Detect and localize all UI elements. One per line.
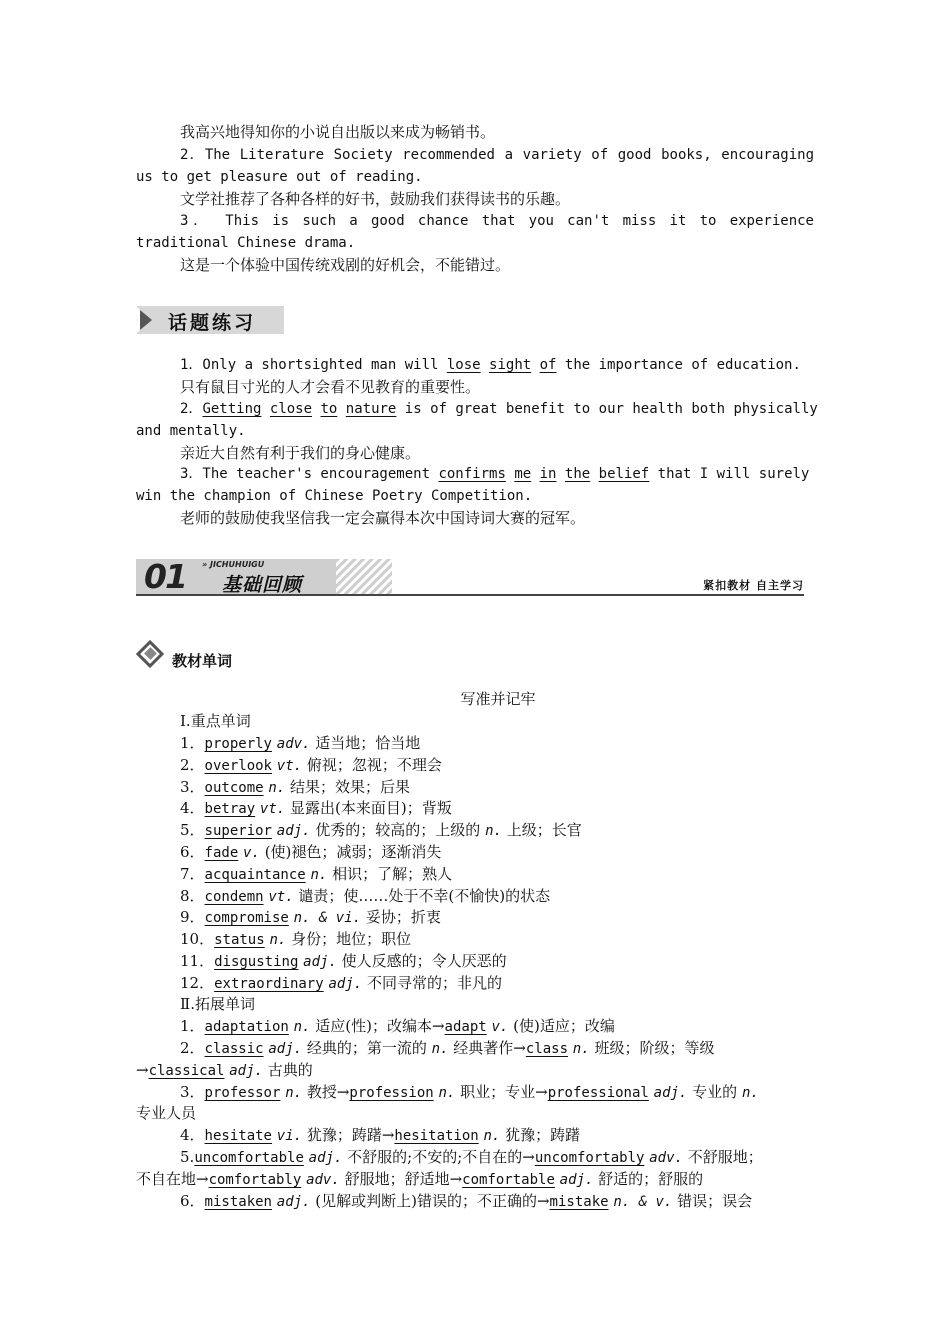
meaning: 结果；效果；后果	[289, 778, 410, 796]
blank-answer: close	[269, 401, 313, 417]
item-number: 1．	[180, 734, 205, 752]
section-header	[136, 557, 804, 595]
part-heading: Ⅱ.拓展单词	[180, 995, 255, 1013]
example-sentence-cont: win the champion of Chinese Poetry Competition.	[136, 488, 533, 504]
item-number: 3．	[180, 778, 205, 796]
part-of-speech: n.	[485, 823, 502, 839]
meaning: 显露出(本来面目)；背叛	[289, 799, 452, 817]
key-word-line	[180, 928, 814, 951]
section-rule	[136, 594, 804, 596]
blank-answer: the	[564, 466, 591, 482]
section-title: 基础回顾	[222, 574, 303, 596]
meaning: 优秀的；较高的；上级的	[315, 821, 481, 839]
part-of-speech: n.	[310, 867, 328, 883]
key-word-line	[180, 885, 814, 908]
ext-word-line: 6．mistaken adj. (见解或判断上)错误的；不正确的→mistake n. & v. 错误；误会	[180, 1192, 753, 1210]
example-sentence: 2．The Literature Society recommended a variety of good books, encouraging	[180, 147, 814, 163]
translation-line: 只有鼠目寸光的人才会看不见教育的重要性。	[180, 378, 481, 396]
section-tagline: 紧扣教材 自主学习	[703, 579, 804, 592]
ext-word-line-cont: 专业人员	[136, 1104, 197, 1122]
ext-word-line: 3．professor n. 教授→profession n. 职业；专业→professional adj. 专业的 n.	[180, 1083, 759, 1101]
item-number: 11．	[180, 952, 215, 970]
part-of-speech: adj.	[303, 954, 337, 970]
meaning: 俯视；忽视；不理会	[306, 756, 442, 774]
key-word-line	[180, 863, 814, 886]
blank-answer: me	[514, 466, 532, 482]
part-of-speech: vt.	[259, 801, 286, 817]
translation-line: 老师的鼓励使我坚信我一定会赢得本次中国诗词大赛的冠军。	[180, 509, 586, 527]
example-sentence-cont: traditional Chinese drama.	[136, 235, 356, 251]
section-stripes	[336, 559, 392, 594]
blank-answer: nature	[345, 401, 397, 417]
section-number: 01	[144, 557, 186, 596]
key-word-line	[180, 972, 814, 995]
key-word: compromise	[204, 910, 289, 926]
example-sentence: 2．Getting close to nature is of great benefit to our health both physically	[180, 401, 818, 417]
ext-word-line-cont: 不自在地→comfortably adv. 舒服地；舒适地→comfortable adj. 舒适的；舒服的	[136, 1170, 704, 1188]
key-word-line	[180, 841, 814, 864]
part-of-speech: vt.	[276, 758, 303, 774]
key-word: acquaintance	[204, 867, 306, 883]
part-of-speech: adj.	[276, 823, 311, 839]
item-number: 6．	[180, 843, 205, 861]
item-number: 7．	[180, 865, 205, 883]
meaning: 上级；长官	[506, 821, 582, 839]
key-word-line	[180, 754, 814, 777]
ext-word-line: 1．adaptation n. 适应(性)；改编本→adapt v. (使)适应；改编	[180, 1017, 615, 1035]
part-of-speech: vt.	[268, 889, 294, 905]
section-pinyin: » JICHUHUIGU	[202, 560, 265, 569]
example-sentence-cont: and mentally.	[136, 423, 246, 439]
key-word: properly	[204, 736, 272, 752]
key-word: fade	[204, 845, 239, 861]
part-of-speech: adv.	[276, 736, 311, 752]
meaning: 身份；地位；职位	[291, 930, 412, 948]
blank-answer: belief	[598, 466, 650, 482]
translation-line: 亲近大自然有利于我们的身心健康。	[180, 444, 421, 462]
blank-answer: in	[539, 466, 557, 482]
blank-answer: of	[539, 357, 557, 373]
item-number: 5．	[180, 821, 205, 839]
part-heading: Ⅰ.重点单词	[180, 712, 251, 730]
translation-line: 文学社推荐了各种各样的好书，鼓励我们获得读书的乐趣。	[180, 190, 571, 208]
topic-practice-banner	[136, 306, 284, 334]
example-sentence-cont: us to get pleasure out of reading.	[136, 169, 423, 185]
meaning: 使人反感的；令人厌恶的	[341, 952, 507, 970]
blank-answer: sight	[489, 357, 532, 373]
key-word-line	[180, 797, 814, 820]
blank-answer: Getting	[202, 401, 262, 417]
part-of-speech: adj.	[328, 976, 363, 992]
item-number: 9．	[180, 908, 205, 926]
meaning: 不同寻常的；非凡的	[366, 974, 502, 992]
item-number: 8．	[180, 887, 205, 905]
example-sentence: 3． This is such a good chance that you can't miss it to experience	[180, 213, 814, 229]
part-of-speech: n.	[269, 932, 287, 948]
translation-line: 我高兴地得知你的小说自出版以来成为畅销书。	[180, 123, 496, 141]
part-of-speech: v.	[243, 845, 260, 861]
meaning: 相识；了解；熟人	[332, 865, 453, 883]
key-word: betray	[204, 801, 256, 817]
key-word-line	[180, 776, 814, 799]
translation-line: 这是一个体验中国传统戏剧的好机会，不能错过。	[180, 256, 511, 274]
meaning: 适当地；恰当地	[315, 734, 421, 752]
ext-word-line: 2．classic adj. 经典的；第一流的 n. 经典著作→class n. 班级；阶级；等级	[180, 1039, 715, 1057]
key-word-line	[180, 819, 814, 842]
key-word: extraordinary	[214, 976, 324, 992]
example-sentence: 3．The teacher's encouragement confirms me in the belief that I will surely	[180, 466, 810, 482]
meaning: (使)褪色；减弱；逐渐消失	[264, 843, 442, 861]
banner-arrow-icon	[140, 310, 152, 330]
blank-answer: lose	[446, 357, 481, 373]
meaning: 妥协；折衷	[365, 908, 441, 926]
blank-answer: confirms	[438, 466, 506, 482]
banner-title: 话题练习	[168, 312, 257, 334]
vocab-heading-label: 教材单词	[172, 652, 233, 670]
key-word-line	[180, 906, 814, 929]
item-number: 12．	[180, 974, 215, 992]
key-word: condemn	[204, 889, 264, 905]
ext-word-line: 5.uncomfortable adj. 不舒服的;不安的;不自在的→uncomfortably adv. 不舒服地；	[180, 1148, 763, 1166]
ext-word-line-cont: →classical adj. 古典的	[136, 1061, 313, 1079]
key-word: status	[214, 932, 265, 948]
key-word: superior	[204, 823, 272, 839]
item-number: 4．	[180, 799, 205, 817]
item-number: 2．	[180, 756, 205, 774]
item-number: 10．	[180, 930, 215, 948]
key-word-line	[180, 950, 814, 973]
part-of-speech: n.	[268, 780, 286, 796]
ext-word-line: 4．hesitate vi. 犹豫；踌躇→hesitation n. 犹豫；踌躇	[180, 1126, 581, 1144]
key-word: overlook	[204, 758, 272, 774]
vocab-subtitle: 写准并记牢	[460, 690, 536, 708]
example-sentence: 1．Only a shortsighted man will lose sight of the importance of education.	[180, 357, 801, 373]
key-word-line	[180, 732, 814, 755]
part-of-speech: n. & vi.	[293, 910, 362, 926]
blank-answer: to	[320, 401, 338, 417]
key-word: outcome	[204, 780, 264, 796]
meaning: 谴责；使……处于不幸(不愉快)的状态	[298, 887, 551, 905]
key-word: disgusting	[214, 954, 299, 970]
